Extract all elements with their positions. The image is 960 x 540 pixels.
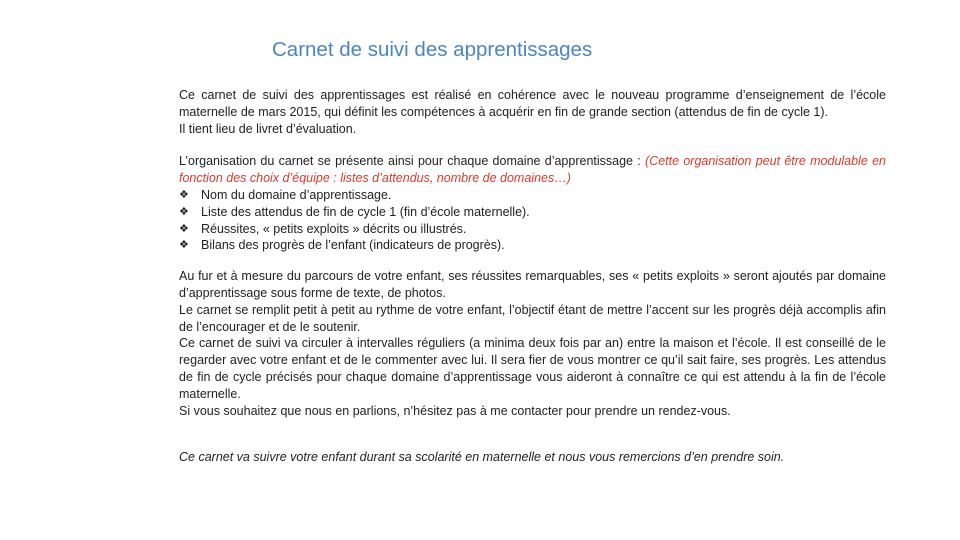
diamond-bullet-icon: ❖ — [179, 205, 189, 218]
list-item — [179, 187, 886, 204]
body-paragraph: Le carnet se remplit petit à petit au rythme de votre enfant, l’objectif étant de mettre l’accent sur les progrès déjà accomplis afin de l’encourager et de le soutenir. — [179, 302, 886, 334]
diamond-bullet-icon: ❖ — [179, 239, 189, 252]
diamond-bullet-icon: ❖ — [179, 188, 189, 201]
organisation-section — [179, 153, 886, 254]
body-section — [179, 268, 886, 419]
intro-paragraph: Ce carnet de suivi des apprentissages est réalisé en cohérence avec le nouveau programme d’enseignement de l’école maternelle de mars 2015, qui définit les compétences à acquérir en fin de grande section (attendus de fin de cycle 1). — [179, 88, 886, 119]
page-title: Carnet de suivi des apprentissages — [272, 38, 593, 61]
diamond-bullet-icon: ❖ — [179, 222, 189, 235]
organisation-paragraph — [179, 153, 886, 187]
body-paragraph: Ce carnet de suivi va circuler à intervalles réguliers (a minima deux fois par an) entre la maison et l’école. Il est conseillé de le regarder avec votre enfant et de le commenter avec lui. Il sera fier de vous montrer ce qu’il sait faire, ses progrès. Les attendus de fin de cycle précisés pour chaque domaine d’apprentissage vous aideront à connaître ce qui est attendu à la fin de l’école maternelle. — [179, 336, 886, 401]
document-body — [179, 87, 886, 466]
body-paragraph: Si vous souhaitez que nous en parlions, n’hésitez pas à me contacter pour prendre un rendez-vous. — [179, 403, 731, 418]
list-item-text: Nom du domaine d’apprentissage. — [201, 187, 392, 202]
list-item — [179, 204, 886, 221]
list-item — [179, 237, 886, 254]
body-paragraph: Au fur et à mesure du parcours de votre enfant, ses réussites remarquables, ses « petits exploits » seront ajoutés par domaine d’apprentissage sous forme de texte, de photos. — [179, 269, 886, 300]
list-item-text: Liste des attendus de fin de cycle 1 (fin d’école maternelle). — [201, 204, 530, 219]
intro-paragraph: Il tient lieu de livret d’évaluation. — [179, 121, 357, 136]
organisation-lead: L’organisation du carnet se présente ainsi pour chaque domaine d’apprentissage : — [179, 154, 646, 169]
list-item-text: Bilans des progrès de l’enfant (indicateurs de progrès). — [201, 238, 505, 253]
list-item — [179, 221, 886, 238]
organisation-note: (Cette organisation peut être modulable en fonction des choix d’équipe : listes d’attendus, nombre de domaines…) — [179, 154, 886, 186]
domain-structure-list — [179, 187, 886, 254]
list-item-text: Réussites, « petits exploits » décrits ou illustrés. — [201, 221, 467, 236]
closing-note: Ce carnet va suivre votre enfant durant sa scolarité en maternelle et nous vous remercions d’en prendre soin. — [179, 450, 785, 465]
intro-section — [179, 87, 886, 137]
